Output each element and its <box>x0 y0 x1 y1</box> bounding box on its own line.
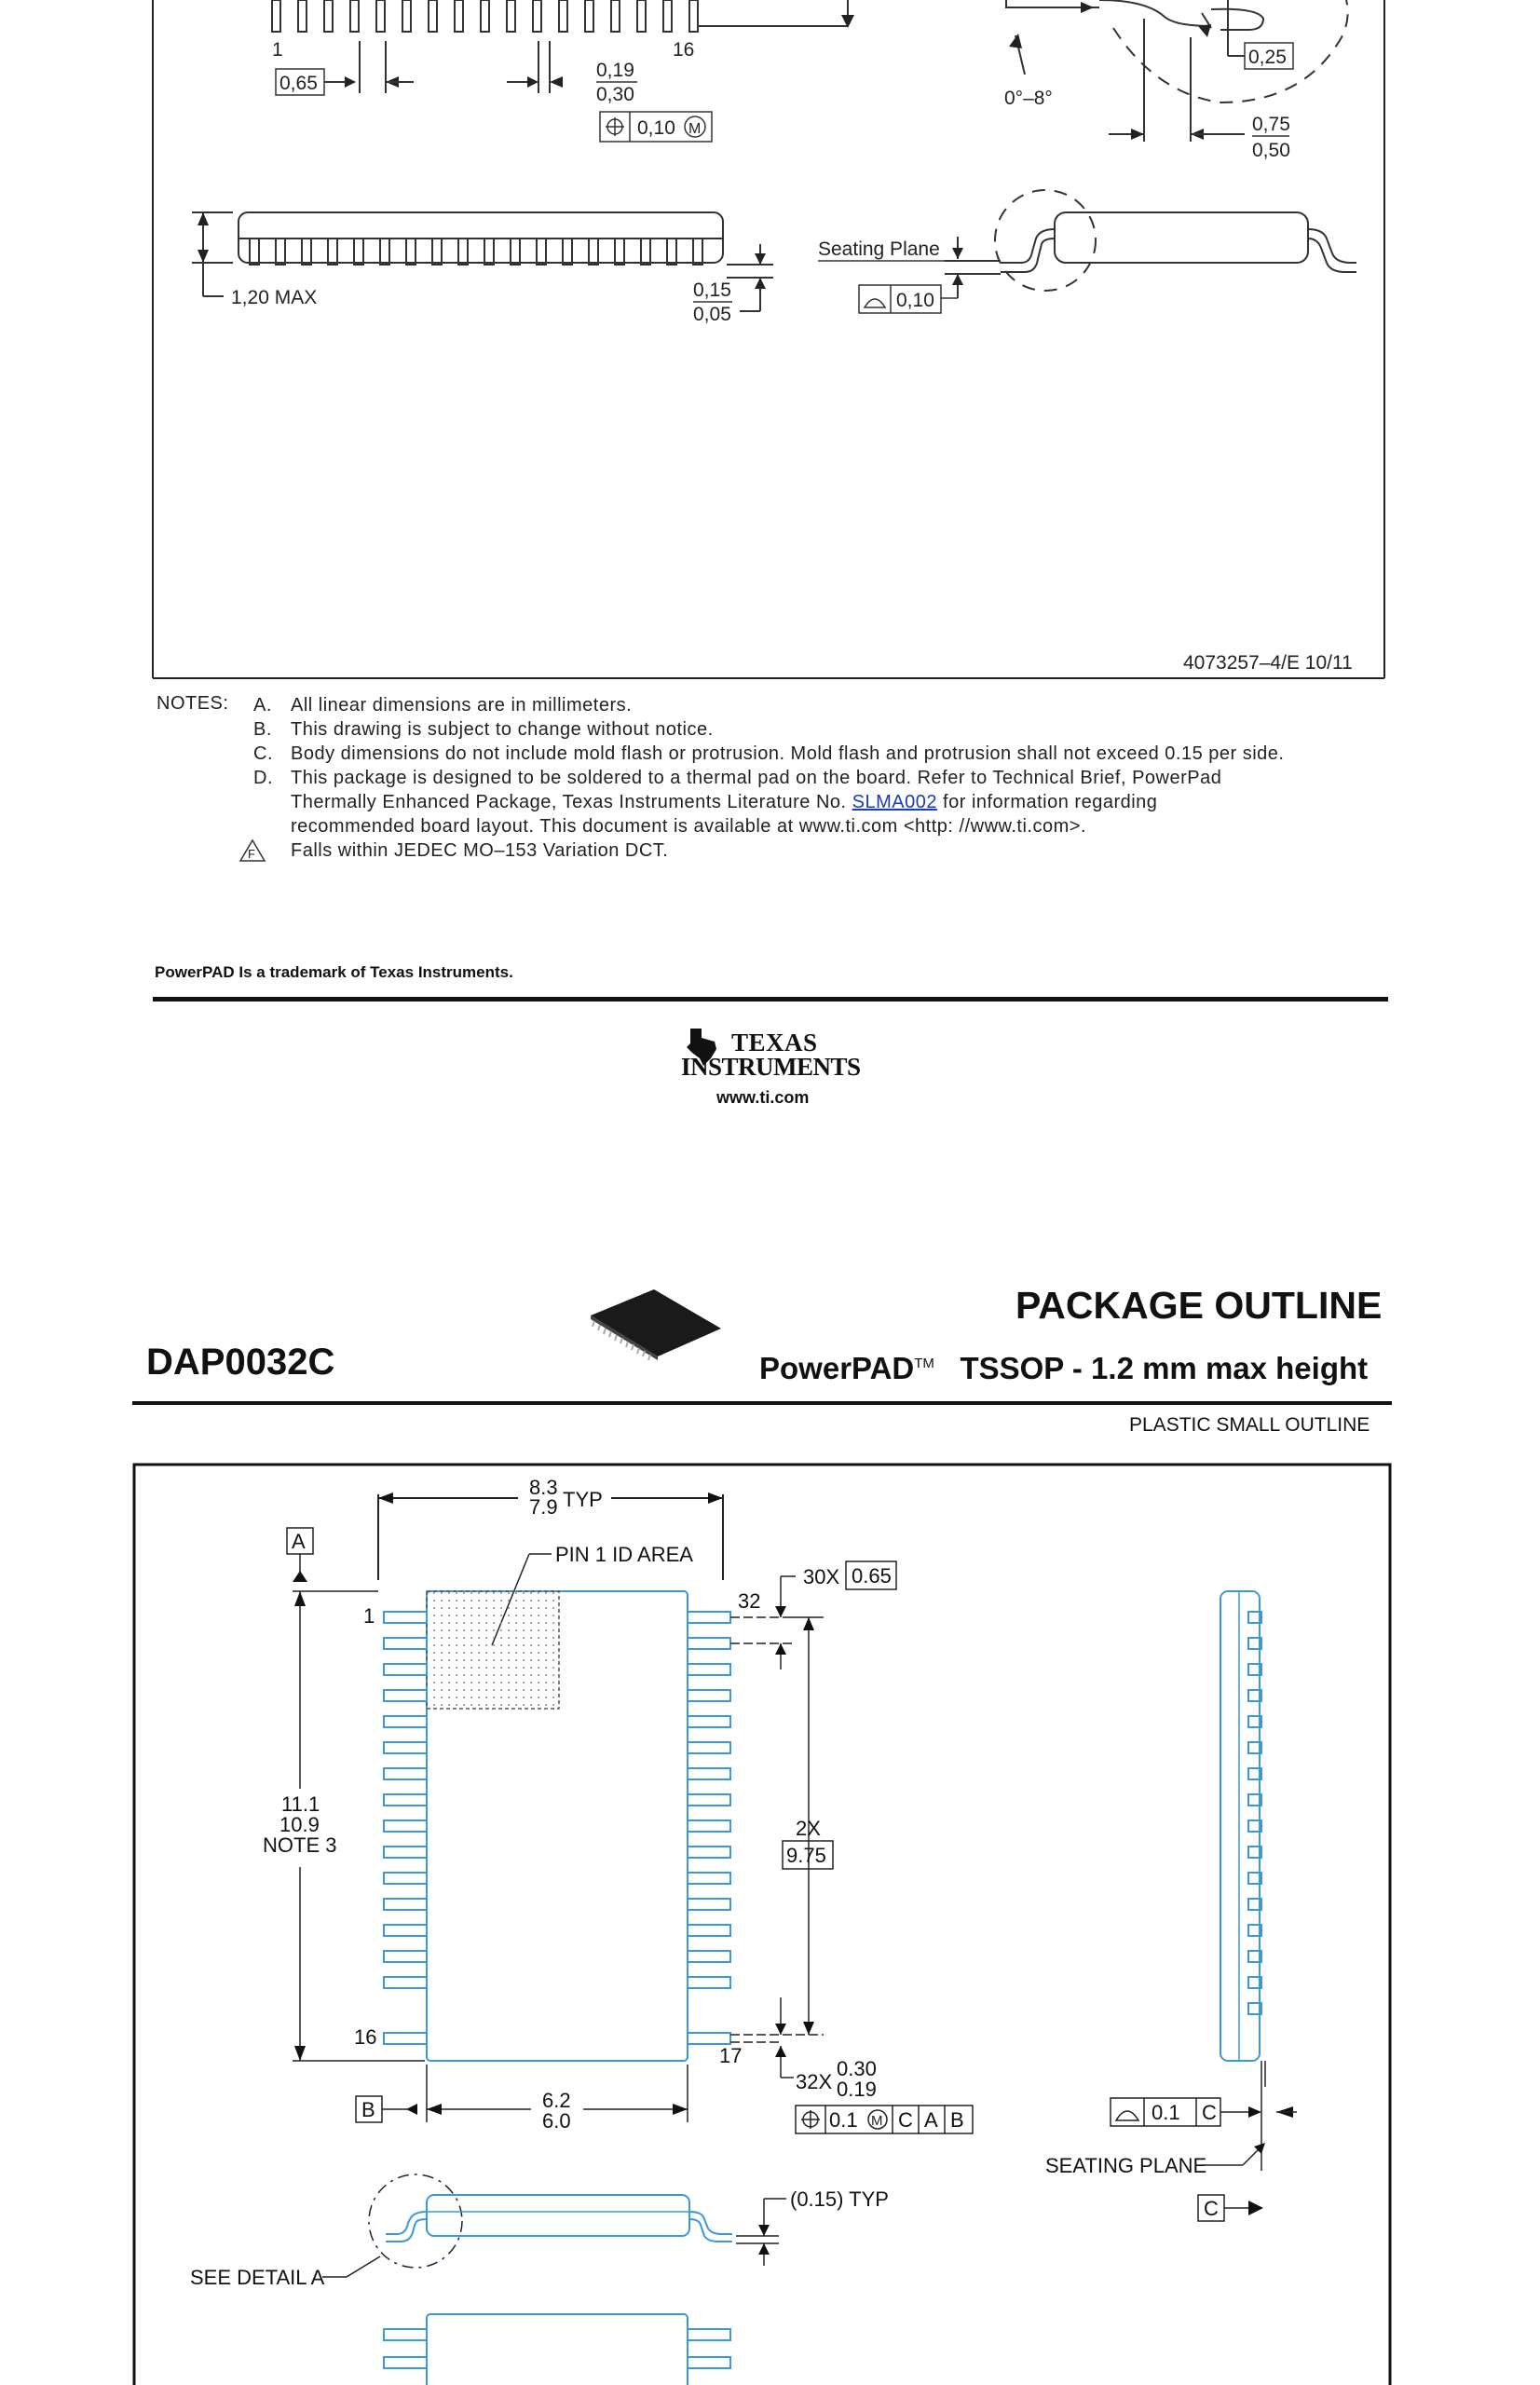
foot-length-max: 0,75 <box>1252 114 1290 135</box>
span-value: 9.75 <box>786 1844 826 1867</box>
body-width-max: 6.2 <box>542 2089 571 2112</box>
lead-width-min: 0.19 <box>837 2078 877 2101</box>
pin17-number: 17 <box>719 2044 743 2067</box>
pitch-value: 0.65 <box>852 1564 892 1588</box>
max-height: 1,20 MAX <box>231 287 318 308</box>
width-min: 7.9 <box>529 1495 558 1519</box>
package-subtitle: PowerPAD™ TSSOP - 1.2 mm max height <box>759 1351 1369 1385</box>
page-title: PACKAGE OUTLINE <box>1015 1284 1383 1327</box>
part-number: DAP0032C <box>146 1342 335 1383</box>
standoff-typ: (0.15) TYP <box>790 2187 889 2211</box>
logo-url: www.ti.com <box>716 1088 810 1107</box>
notes-label: NOTES: <box>157 693 229 714</box>
ti-logo <box>674 1017 861 1107</box>
trademark-note: PowerPAD Is a trademark of Texas Instruments. <box>155 963 513 981</box>
notes-list <box>248 693 1371 869</box>
logo-line2: INSTRUMENTS <box>681 1053 861 1081</box>
lead-width-min: 0,30 <box>596 84 634 105</box>
package-photo <box>585 1289 725 1360</box>
pin16-label: 16 <box>673 39 695 61</box>
mmc-modifier: M <box>871 2113 883 2129</box>
pitch-count: 30X <box>803 1565 840 1588</box>
page2-drawing <box>0 1435 1540 2385</box>
left-leads <box>384 1612 427 2044</box>
span-count: 2X <box>796 1817 821 1840</box>
side-view-leads <box>250 238 702 265</box>
length-min: 10.9 <box>279 1813 320 1836</box>
ref-datum-c: C <box>898 2108 913 2132</box>
lead-width-max: 0,19 <box>596 60 634 81</box>
datum-c: C <box>1204 2197 1219 2220</box>
flatness-ref: C <box>1202 2101 1217 2124</box>
width-max: 8.3 <box>529 1476 558 1499</box>
width-typ: TYP <box>563 1488 603 1511</box>
pin32-number: 32 <box>738 1589 761 1613</box>
flatness-tol: 0,10 <box>896 290 934 311</box>
pin1-number: 1 <box>363 1604 375 1628</box>
foot-length-min: 0,50 <box>1252 140 1290 161</box>
ref-datum-a: A <box>924 2108 938 2132</box>
flatness-tol: 0.1 <box>1152 2101 1180 2124</box>
slma002-link[interactable]: SLMA002 <box>852 792 937 812</box>
triangle-note-icon <box>238 838 266 863</box>
top-leads <box>272 0 698 32</box>
standoff-min: 0,05 <box>693 304 731 325</box>
logo-line1: TEXAS <box>731 1029 818 1056</box>
header-rule <box>132 1401 1392 1405</box>
angle-value: 0°–8° <box>1004 88 1053 109</box>
note-item: A. All linear dimensions are in millimeters. <box>253 695 633 716</box>
page1-footer-rule <box>153 997 1388 1002</box>
note-item: B. This drawing is subject to change without notice. <box>253 719 714 740</box>
note-item-continuation: Thermally Enhanced Package, Texas Instruments Literature No. SLMA002 for information regarding <box>291 792 1158 812</box>
datum-a: A <box>292 1530 306 1553</box>
pin1-id-area-label: PIN 1 ID AREA <box>555 1543 693 1566</box>
body-width-min: 6.0 <box>542 2109 571 2133</box>
pin16-number: 16 <box>354 2025 377 2049</box>
lead-length-tol: 0,25 <box>1248 47 1287 68</box>
seating-plane-label: Seating Plane <box>818 238 940 260</box>
note-item-continuation: recommended board layout. This document is available at www.ti.com <http: //www.ti.com>. <box>291 816 1086 837</box>
see-detail-label: SEE DETAIL A <box>190 2266 325 2289</box>
note-item: C. Body dimensions do not include mold flash or protrusion. Mold flash and protrusion shall not exceed 0.15 per side. <box>253 743 1285 764</box>
position-tolerance: 0,10 <box>637 117 675 139</box>
datum-b: B <box>361 2098 375 2121</box>
right-leads <box>688 1612 730 2044</box>
svg-text:F: F <box>248 847 256 861</box>
note-item: D. This package is designed to be soldered to a thermal pad on the board. Refer to Technical Brief, PowerPad <box>253 768 1222 788</box>
package-type: PLASTIC SMALL OUTLINE <box>1129 1414 1370 1436</box>
length-note: NOTE 3 <box>263 1833 337 1857</box>
pin1-label: 1 <box>272 39 283 61</box>
standoff-max: 0,15 <box>693 279 731 301</box>
drawing-id: 4073257–4/E 10/11 <box>1183 652 1353 674</box>
seating-plane-label: SEATING PLANE <box>1045 2154 1207 2177</box>
pitch-value: 0,65 <box>279 73 318 94</box>
ref-datum-b: B <box>950 2108 964 2132</box>
length-max: 11.1 <box>281 1792 320 1816</box>
lead-count: 32X <box>796 2070 833 2093</box>
position-tolerance: 0.1 <box>829 2108 858 2132</box>
note-item: F Falls within JEDEC MO–153 Variation DCT. <box>253 838 1371 869</box>
lead-width-max: 0.30 <box>837 2057 877 2080</box>
mmc-modifier: M <box>688 121 702 137</box>
